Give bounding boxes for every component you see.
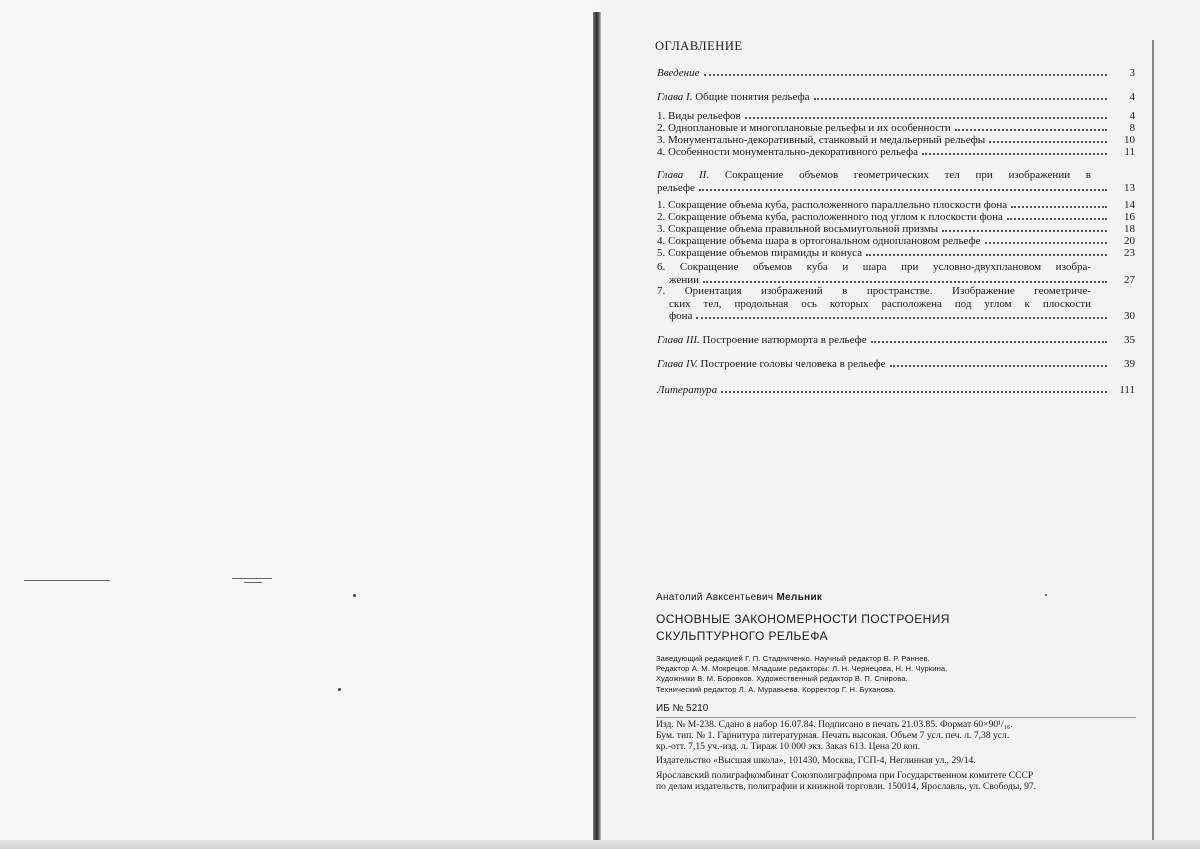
- imprint-line: кр.-отт. 7,15 уч.-изд. л. Тираж 10 000 экз. Заказ 613. Цена 20 коп.: [656, 740, 921, 752]
- toc-entry-literature: [657, 384, 1135, 397]
- toc-entry-label: 4. Сокращение объема шара в ортогональном одноплановом рельефе: [657, 235, 981, 247]
- toc-entry-label: 2. Сокращение объема куба, расположенного под углом к плоскости фона: [657, 211, 1003, 223]
- dot-leader: [942, 224, 1107, 232]
- chapter-number: Глава IV.: [657, 358, 698, 370]
- toc-page-number: 111: [1119, 384, 1135, 396]
- ib-number: ИБ № 5210: [656, 703, 709, 714]
- imprint-line: Изд. № М-238. Сдано в набор 16.07.84. Подписано в печать 21.03.85. Формат 60×90¹/₁₆.: [656, 719, 1013, 730]
- scan-mark-line: [244, 582, 262, 583]
- toc-page-number: 16: [1124, 211, 1135, 223]
- author-surname: Мельник: [776, 592, 823, 603]
- left-page: [0, 0, 597, 849]
- toc-item: [657, 122, 1135, 135]
- toc-title: ОГЛАВЛЕНИЕ: [655, 39, 743, 53]
- toc-item: [657, 110, 1135, 123]
- toc-entry-line: ских тел, продольная ось которых расположена под углом к плоскости: [669, 297, 1091, 310]
- credits-line: Технический редактор Л. А. Муравьева. Корректор Г. Н. Буханова.: [656, 684, 896, 694]
- chapter-number: Глава I.: [657, 91, 693, 103]
- dot-leader: [814, 92, 1108, 100]
- toc-entry-label: [657, 358, 890, 371]
- toc-page-number: 3: [1129, 67, 1135, 79]
- toc-entry-intro: [657, 67, 1135, 80]
- page-bottom-edge: [0, 840, 1200, 849]
- dot-leader: [985, 236, 1107, 244]
- toc-page-number: 18: [1124, 223, 1135, 235]
- scan-mark-line: [24, 580, 110, 581]
- toc-entry-label: Литература: [657, 384, 718, 396]
- toc-entry-chapter-1: [657, 91, 1135, 104]
- toc-entry-label: [657, 91, 814, 104]
- author-name: [656, 592, 822, 603]
- toc-entry-label: 3. Монументально-декоративный, станковый и медальерный рельефы: [657, 134, 986, 146]
- toc-entry-label: 1. Сокращение объема куба, расположенного параллельно плоскости фона: [657, 199, 1008, 211]
- toc-page-number: 30: [1124, 310, 1135, 322]
- imprint-line: Издательство «Высшая школа», 101430, Москва, ГСП-4, Неглинная ул., 29/14.: [656, 755, 976, 767]
- toc-entry-label: жении: [669, 273, 699, 286]
- scan-speck: [338, 688, 341, 691]
- toc-item: [657, 134, 1135, 147]
- imprint-line: Бум. тип. № 1. Гарнитура литературная. Печать высокая. Объем 7 усл. печ. л. 7,38 усл.: [656, 729, 1010, 741]
- dot-leader: [703, 275, 1107, 283]
- toc-entry-line: [657, 169, 1091, 182]
- toc-page-number: 4: [1129, 110, 1135, 122]
- dot-leader: [989, 135, 1107, 143]
- dot-leader: [699, 183, 1107, 191]
- toc-item-6: [657, 261, 1135, 286]
- toc-entry-chapter-4: [657, 358, 1135, 371]
- imprint-block: [656, 720, 1136, 793]
- dot-leader: [696, 311, 1107, 319]
- toc-page-number: 4: [1129, 91, 1135, 103]
- book-gutter: [593, 12, 601, 849]
- chapter-title: Построение натюрморта в рельефе: [702, 334, 867, 346]
- toc-item: [657, 235, 1135, 248]
- credits-line: Заведующий редакцией Г. П. Стадниченко. Научный редактор В. Р. Раннев.: [656, 654, 930, 663]
- toc-page-number: 14: [1124, 199, 1135, 211]
- chapter-number: Глава II.: [657, 169, 710, 181]
- toc-entry-label: 2. Одноплановые и многоплановые рельефы и их особенности: [657, 122, 951, 134]
- dot-leader: [871, 335, 1107, 343]
- divider: [656, 717, 1136, 718]
- toc-item: [657, 211, 1135, 224]
- toc-item: [657, 247, 1135, 260]
- toc-entry-line: [657, 310, 1135, 323]
- dot-leader: [1007, 212, 1107, 220]
- toc-entry-label: фона: [669, 310, 693, 322]
- editorial-credits: [656, 654, 1134, 695]
- chapter-title: Сокращение объемов геометрических тел при изображении в: [724, 169, 1091, 181]
- toc-page-number: 8: [1129, 122, 1135, 134]
- imprint-line: Ярославский полиграфкомбинат Союзполиграфпрома при Государственном комитете СССР: [656, 770, 1034, 782]
- toc-entry-label: 5. Сокращение объемов пирамиды и конуса: [657, 247, 863, 259]
- toc-page-number: 39: [1124, 358, 1135, 370]
- toc-entry-line: 7. Ориентация изображений в пространстве. Изображение геометриче-: [657, 285, 1091, 297]
- dot-leader: [745, 111, 1107, 119]
- toc-item: [657, 199, 1135, 212]
- toc-item: [657, 223, 1135, 236]
- toc-entry-line: 6. Сокращение объемов куба и шара при условно-двухплановом изобра-: [657, 261, 1091, 273]
- toc-page-number: 35: [1124, 334, 1135, 346]
- page-edge: [1152, 40, 1154, 849]
- book-title-line: СКУЛЬПТУРНОГО РЕЛЬЕФА: [656, 629, 828, 643]
- toc-page-number: 20: [1124, 235, 1135, 247]
- toc-page-number: 23: [1124, 247, 1135, 259]
- chapter-number: Глава III.: [657, 334, 700, 346]
- toc-page-number: 27: [1124, 273, 1135, 286]
- toc-page-number: 11: [1124, 146, 1135, 158]
- dot-leader: [955, 123, 1107, 131]
- imprint-line: по делам издательств, полиграфии и книжной торговли. 150014, Ярославль, ул. Свободы, 97.: [656, 780, 1037, 792]
- dot-leader: [704, 68, 1107, 76]
- toc-item: [657, 146, 1135, 159]
- toc-entry-label: 3. Сокращение объема правильной восьмиугольной призмы: [657, 223, 939, 235]
- toc-entry-line: [657, 182, 1135, 195]
- toc-item-7: [657, 285, 1135, 323]
- credits-line: Редактор А. М. Мокрецов. Младшие редакторы: Л. Н. Чернецова, Н. Н. Чуркина.: [656, 664, 948, 674]
- toc-page-number: 10: [1124, 134, 1135, 146]
- scan-speck: [353, 594, 356, 597]
- scan-mark-line: [232, 578, 272, 579]
- toc-entry-chapter-3: [657, 334, 1135, 347]
- toc-entry-label: Введение: [657, 67, 700, 79]
- dot-leader: [890, 359, 1108, 367]
- chapter-title: Общие понятия рельефа: [695, 91, 810, 103]
- chapter-title: Построение головы человека в рельефе: [700, 358, 886, 370]
- toc-entry-label: рельефе: [657, 181, 695, 194]
- scan-speck: [1045, 594, 1047, 596]
- dot-leader: [1011, 200, 1107, 208]
- author-first-names: Анатолий Авксентьевич: [656, 592, 774, 603]
- toc-page-number: 13: [1124, 181, 1135, 194]
- dot-leader: [721, 385, 1107, 393]
- dot-leader: [866, 248, 1107, 256]
- toc-entry-label: [657, 334, 871, 347]
- toc-entry-chapter-2: [657, 169, 1135, 194]
- book-title-line: ОСНОВНЫЕ ЗАКОНОМЕРНОСТИ ПОСТРОЕНИЯ: [656, 612, 950, 626]
- credits-line: Художники В. М. Боровков. Художественный редактор В. П. Спирова.: [656, 674, 908, 684]
- dot-leader: [922, 147, 1107, 155]
- book-title: [656, 611, 950, 645]
- toc-entry-label: 1. Виды рельефов: [657, 110, 741, 122]
- toc-entry-label: 4. Особенности монументально-декоративного рельефа: [657, 146, 918, 158]
